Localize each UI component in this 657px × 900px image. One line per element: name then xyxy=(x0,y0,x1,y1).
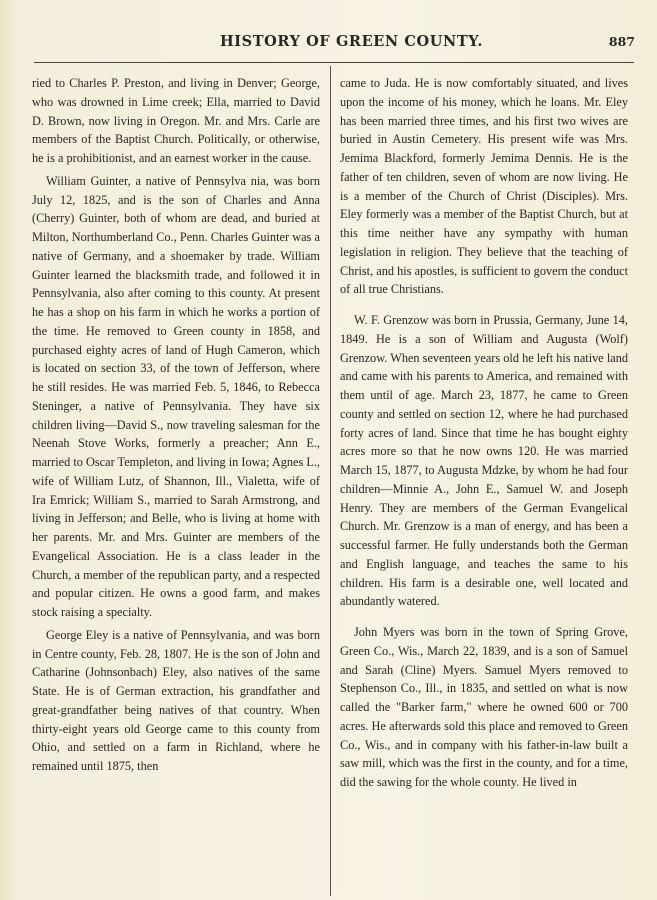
paragraph-george-eley: George Eley is a native of Pennsylvania, and was born in Centre county, Feb. 28, 1807. He is the son of John and Catharine (Johnsonbach) Eley, also natives of the same State. He is of German extraction, his grandfather and great-grandfather being natives of that country. When thirty-eight years old George came to this county from Ohio, and settled on a farm in Richland, where he remained until 1875, then xyxy=(32,627,320,773)
paragraph-john-myers: John Myers was born in the town of Spring Grove, Green Co., Wis., March 22, 1839, and is a son of Samuel and Sarah (Cline) Myers. Samuel Myers removed to Stephenson Co., Ill., in 1835, and settled on what is now called the "Barker farm," where he owned 600 or 700 acres. He afterwards sold this place and removed to Green Co., Wis., and in company with his father-in-law built a saw mill, which was the first in the county, and for a time, did the sawing for the whole county. He lived in xyxy=(340,625,628,789)
paragraph-eley-continued: came to Juda. He is now comfortably situated, and lives upon the income of his money, which he loans. Mr. Eley has been married three times, and his first two wives are buried in Austin Cemetery. His present wife was Mrs. Jemima Blackford, formerly Jemima Dennis. He is the father of ten children, seven of whom are now living. He is a member of the Church of Christ (Disciples). Mrs. Eley formerly was a member of the Baptist Church, but at this time neither have any sympathy with human legislation in religion. They believe that the teaching of Christ, and his apostles, is sufficient to govern the conduct of all true Christians. xyxy=(340,76,628,297)
paragraph-carle-continued: ried to Charles P. Preston, and living in Denver; George, who was drowned in Lime creek; Ella, married to David D. Brown, now living in Oregon. Mr. and Mrs. Carle are members of the Baptist Church. Politically, or otherwise, he is a prohibitionist, and an earnest worker in the cause. xyxy=(32,76,320,165)
left-column xyxy=(32,74,320,776)
page-number: 887 xyxy=(608,34,635,49)
paragraph-wf-grenzow: W. F. Grenzow was born in Prussia, Germany, June 14, 1849. He is a son of William and Augusta (Wolf) Grenzow. When seventeen years old he left his native land and came with his parents to America, and remained with them until of age. March 23, 1877, he came to Green county and settled on section 12, where he had purchased forty acres of land. Since that time he has bought eighty acres more so that he now owns 120. He was married March 15, 1877, to Augusta Mdzke, by whom he had four children—Minnie A., John E., Samuel W. and Joseph Henry. They are members of the German Evangelical Church. Mr. Grenzow is a man of energy, and has been a successful farmer. He fully understands both the German and English language, and teaches the same to his children. His farm is a desirable one, well located and abundantly watered. xyxy=(340,313,628,609)
paragraph-william-guinter: William Guinter, a native of Pennsylva nia, was born July 12, 1825, and is the son of Charles and Anna (Cherry) Guinter, both of whom are dead, and buried at Milton, Northumberland Co., Penn. Charles Guinter was a native of Germany, and a shoemaker by trade. William Guinter learned the blacksmith trade, and followed it in Pennsylvania, also after coming to this county. At present he has a shop on his farm in which he works a portion of the time. He removed to Green county in 1858, and purchased eighty acres of land of Hugh Cameron, which is located on section 33, of the town of Jefferson, where he still resides. He was married Feb. 5, 1846, to Rebecca Steninger, a native of Pennsylvania. They have six children living—David S., now traveling salesman for the Neenah Stove Works, formerly a preacher; Ann E., married to Oscar Templeton, and living in Iowa; Agnes L., wife of William Lutz, of Shannon, Ill., Vialetta, wife of Ira Emrick; William S., married to Sarah Armstrong, and living in Jefferson; and Belle, who is living at home with her parents. Mr. and Mrs. Guinter are members of the Evangelical Association. He is a class leader in the Church, a member of the republican party, and a respected and popular citizen. He owns a good farm, and makes stock raising a specialty. xyxy=(32,173,320,619)
right-column xyxy=(340,74,628,792)
header-rule xyxy=(34,62,634,63)
running-title: HISTORY OF GREEN COUNTY. xyxy=(220,33,483,50)
page-header xyxy=(40,33,635,55)
column-divider xyxy=(330,66,331,896)
